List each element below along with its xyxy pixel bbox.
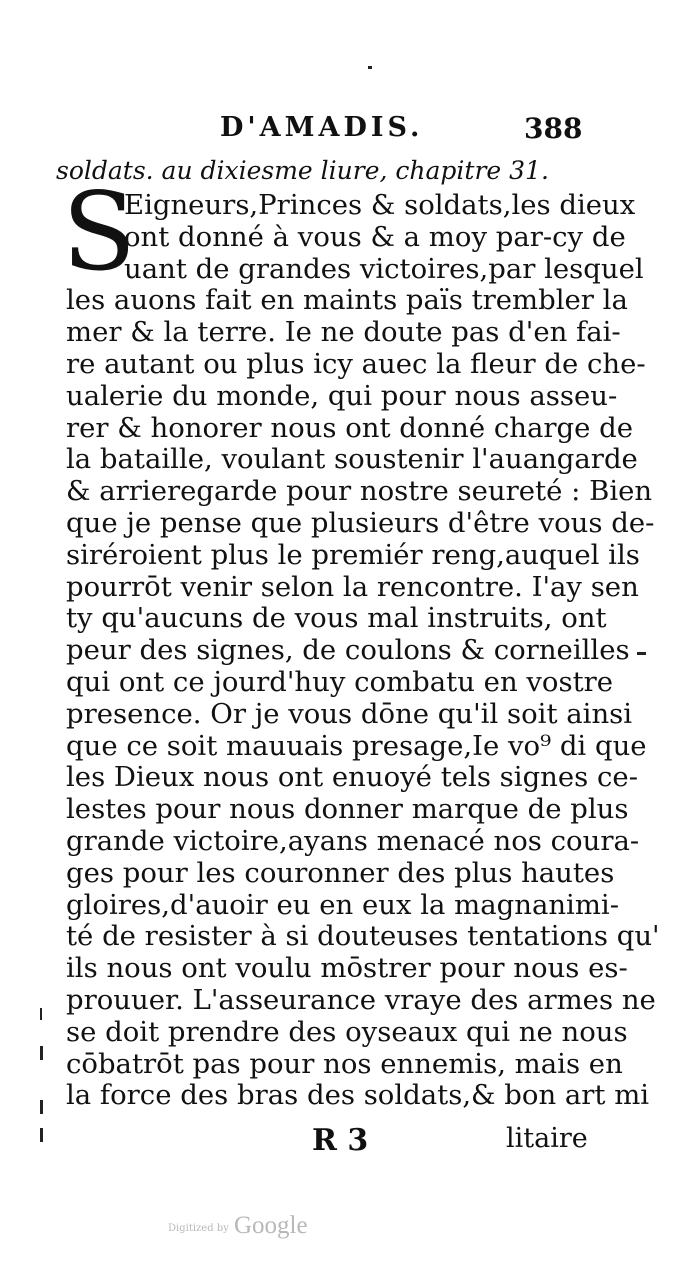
google-watermark [168, 1212, 308, 1240]
text-line: cōbatrōt pas pour nos ennemis, mais en [66, 1047, 623, 1080]
scan-speck [40, 1008, 42, 1020]
drop-cap: S [62, 170, 136, 295]
scan-speck [40, 1046, 43, 1060]
text-line: re autant ou plus icy auec la fleur de che- [66, 347, 646, 380]
text-line: prouuer. L'asseurance vraye des armes ne [66, 983, 656, 1016]
text-line: peur des signes, de coulons & corneilles [66, 634, 630, 667]
text-line: ont donné à vous & a moy par-cy de [124, 220, 626, 253]
watermark-prefix: Digitized by [168, 1223, 229, 1234]
text-line: pourrōt venir selon la rencontre. I'ay sen [66, 570, 639, 603]
body-text [66, 189, 660, 1112]
text-line: lestes pour nous donner marque de plus [66, 793, 629, 826]
text-line: la force des bras des soldats,& bon art mi [66, 1079, 650, 1112]
text-line: té de resister à si douteuses tentations qu' [66, 920, 660, 953]
text-line: que je pense que plusieurs d'être vous de- [66, 506, 655, 539]
text-line: mer & la terre. Ie ne doute pas d'en fai- [66, 316, 621, 349]
text-line: que ce soit mauuais presage,Ie vo⁹ di que [66, 729, 647, 762]
scan-speck [40, 1100, 43, 1114]
text-line: ty qu'aucuns de vous mal instruits, ont [66, 602, 607, 635]
text-line: les Dieux nous ont enuoyé tels signes ce- [66, 761, 638, 794]
running-header: D'AMADIS. [220, 112, 424, 143]
page-number: 388 [524, 112, 583, 145]
text-line: qui ont ce jourd'huy combatu en vostre [66, 665, 614, 698]
scan-speck [40, 1128, 43, 1142]
chapter-reference: soldats. au dixiesme liure, chapitre 31. [56, 156, 549, 185]
text-line: gloires,d'auoir eu en eux la magnanimi- [66, 888, 620, 921]
text-line: Eigneurs,Princes & soldats,les dieux [124, 189, 636, 221]
text-line: siréroient plus le premiér reng,auquel ils [66, 538, 640, 571]
signature-mark: R 3 [312, 1123, 369, 1158]
text-line: & arrieregarde pour nostre seureté : Bien [66, 475, 653, 508]
catchword: litaire [506, 1123, 588, 1154]
text-line: rer & honorer nous ont donné charge de [66, 411, 634, 444]
scan-speck [637, 652, 646, 655]
text-line: uant de grandes victoires,par lesquel [124, 252, 644, 285]
text-line: ualerie du monde, qui pour nous asseu- [66, 379, 618, 412]
text-line: les auons fait en maints païs trembler la [66, 284, 628, 317]
text-line: ges pour les couronner des plus hautes [66, 856, 615, 889]
text-line: ils nous ont voulu mōstrer pour nous es- [66, 952, 628, 985]
text-line: grande victoire,ayans menacé nos coura- [66, 824, 640, 857]
text-line: presence. Or je vous dōne qu'il soit ainsi [66, 697, 633, 730]
watermark-brand: Google [233, 1212, 308, 1239]
scan-speck [368, 66, 372, 69]
text-line: la bataille, voulant soustenir l'auangarde [66, 443, 638, 476]
text-line: se doit prendre des oyseaux qui ne nous [66, 1015, 628, 1048]
